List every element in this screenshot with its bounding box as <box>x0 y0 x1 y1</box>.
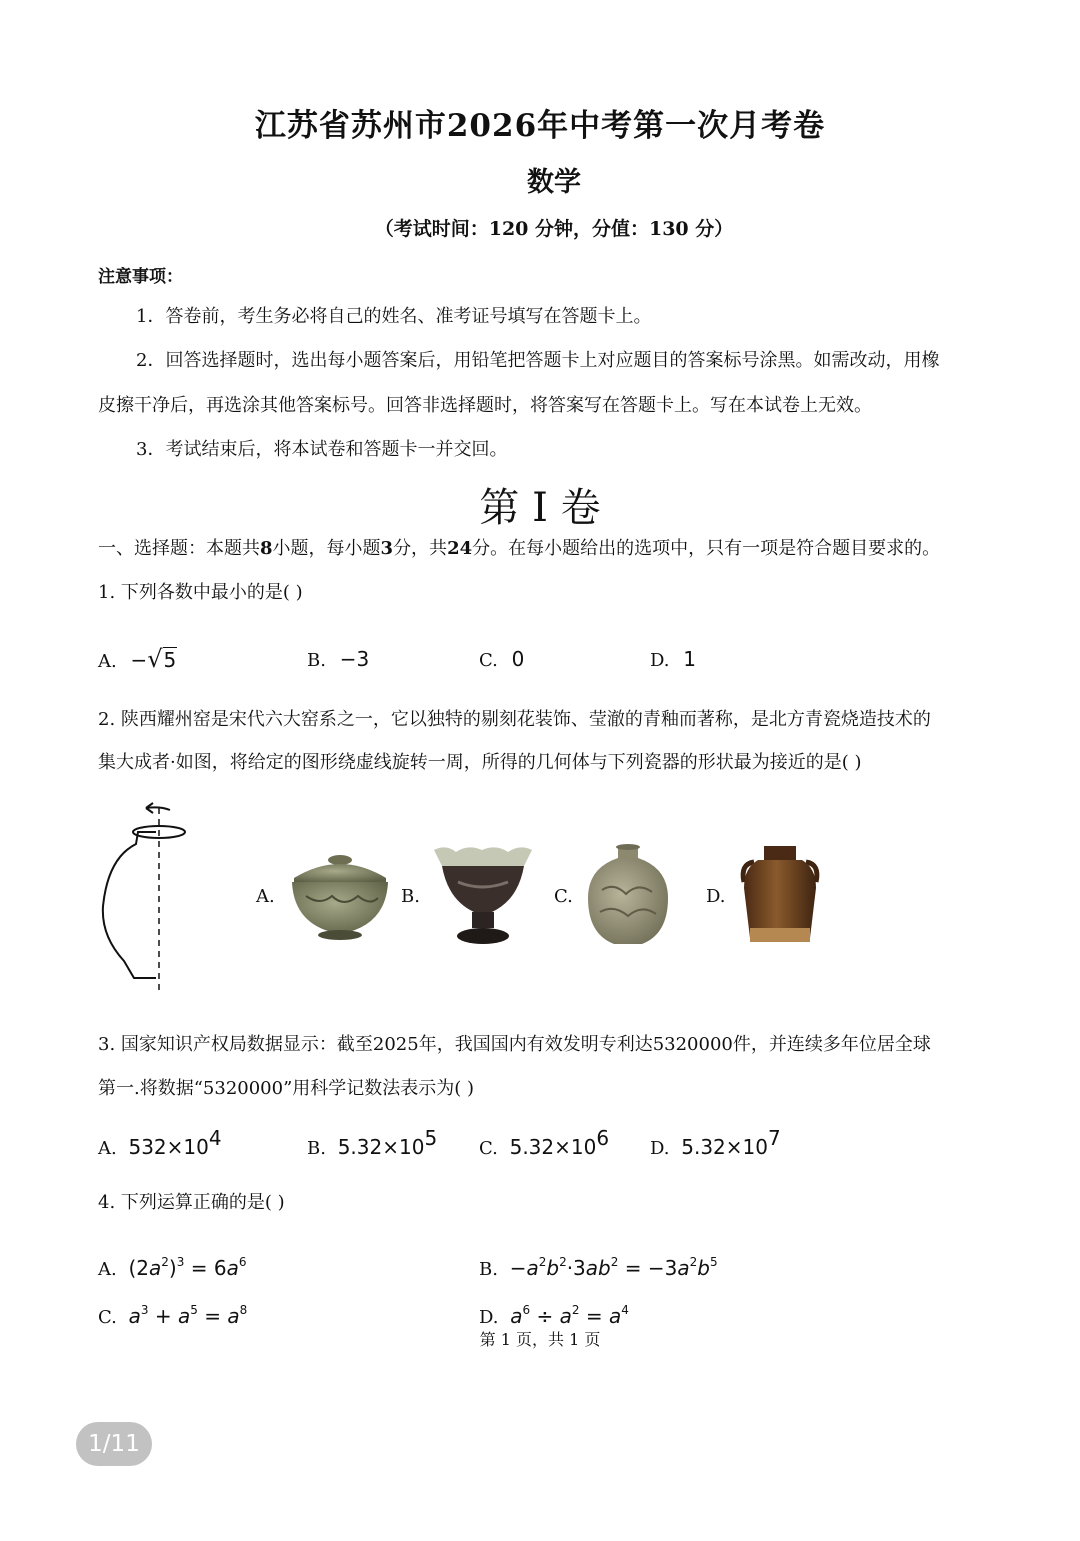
question-3-stem-line2: 第一.将数据“5320000”用科学记数法表示为( ) <box>98 1078 475 1099</box>
vessel-b-flared-cup-icon[interactable] <box>432 842 534 948</box>
exam-subject: 数学 <box>527 167 581 198</box>
q4-c-formula: $a^3 + a^5 = a^8$ <box>128 1303 248 1328</box>
q2-option-c-label[interactable]: C. <box>554 886 573 907</box>
vase-profile <box>103 832 156 978</box>
question-4-stem: 4. 下列运算正确的是( ) <box>98 1192 285 1213</box>
q1-option-d[interactable]: D. 1 <box>650 647 696 671</box>
notice-item-2-cont: 皮擦干净后，再选涂其他答案标号。回答非选择题时，将答案写在答题卡上。写在本试卷上无效。 <box>98 395 872 416</box>
exam-title: 江苏省苏州市2026年中考第一次月考卷 <box>254 108 826 144</box>
q3-option-c[interactable]: C. $5.32\times 10^6$ <box>479 1126 610 1159</box>
vessel-d-handled-jar-icon[interactable] <box>738 842 822 948</box>
q1-option-a[interactable]: A. −√5 <box>98 645 177 673</box>
page-indicator[interactable]: 1/11 <box>76 1422 152 1466</box>
q1-option-b[interactable]: B. −3 <box>307 647 370 671</box>
q3-option-d[interactable]: D. $5.32\times 10^7$ <box>650 1126 781 1159</box>
notice-item-3: 3．考试结束后，将本试卷和答题卡一并交回。 <box>136 439 508 460</box>
section-1-header: 一、选择题：本题共8小题，每小题3分，共24分。在每小题给出的选项中，只有一项是符合题目要求的。 <box>98 538 941 559</box>
q4-option-b[interactable]: B. $-a^2b^2\cdot 3ab^2 = -3a^2b^5$ <box>479 1255 718 1280</box>
q2-option-d-label[interactable]: D. <box>706 886 726 907</box>
question-2-stem-line1: 2. 陕西耀州窑是宋代六大窑系之一，它以独特的剔刻花装饰、莹澈的青釉而著称，是北方青瓷烧造技术的 <box>98 709 931 730</box>
q3-option-b[interactable]: B. $5.32\times 10^5$ <box>307 1126 438 1159</box>
question-2-stem-line2: 集大成者·如图，将给定的图形绕虚线旋转一周，所得的几何体与下列瓷器的形状最为接近的是( ) <box>98 752 862 773</box>
notice-item-2: 2．回答选择题时，选出每小题答案后，用铅笔把答题卡上对应题目的答案标号涂黑。如需改动，用橡 <box>136 350 940 371</box>
rotation-figure <box>98 796 198 996</box>
q3-option-a[interactable]: A. $532\times 10^4$ <box>98 1126 222 1159</box>
q4-d-formula: $a^6 \div a^2 = a^4$ <box>510 1303 629 1328</box>
q2-option-a-label[interactable]: A. <box>256 886 275 907</box>
q4-option-a[interactable]: A. $(2a^2)^3 = 6a^6$ <box>98 1255 247 1280</box>
question-1-stem: 1. 下列各数中最小的是( ) <box>98 582 303 603</box>
q4-b-formula: $-a^2b^2\cdot 3ab^2 = -3a^2b^5$ <box>509 1255 718 1280</box>
q4-a-formula: $(2a^2)^3 = 6a^6$ <box>128 1255 247 1280</box>
q4-option-c[interactable]: C. $a^3 + a^5 = a^8$ <box>98 1303 248 1328</box>
volume-title: 第 I 卷 <box>479 485 601 531</box>
vessel-a-covered-bowl-icon[interactable] <box>286 846 394 942</box>
page-footer: 第 1 页，共 1 页 <box>479 1330 601 1349</box>
notice-item-1: 1．答卷前，考生务必将自己的姓名、准考证号填写在答题卡上。 <box>136 306 652 327</box>
q1-option-c[interactable]: C. 0 <box>479 647 525 671</box>
notice-heading: 注意事项： <box>98 267 183 287</box>
q2-option-b-label[interactable]: B. <box>401 886 420 907</box>
exam-info: （考试时间：120 分钟，分值：130 分） <box>374 218 734 240</box>
q4-option-d[interactable]: D. $a^6 \div a^2 = a^4$ <box>479 1303 629 1328</box>
vessel-c-round-vase-icon[interactable] <box>584 842 672 948</box>
question-3-stem-line1: 3. 国家知识产权局数据显示：截至2025年，我国国内有效发明专利达5320000件，并连续多年位居全球 <box>98 1034 931 1055</box>
